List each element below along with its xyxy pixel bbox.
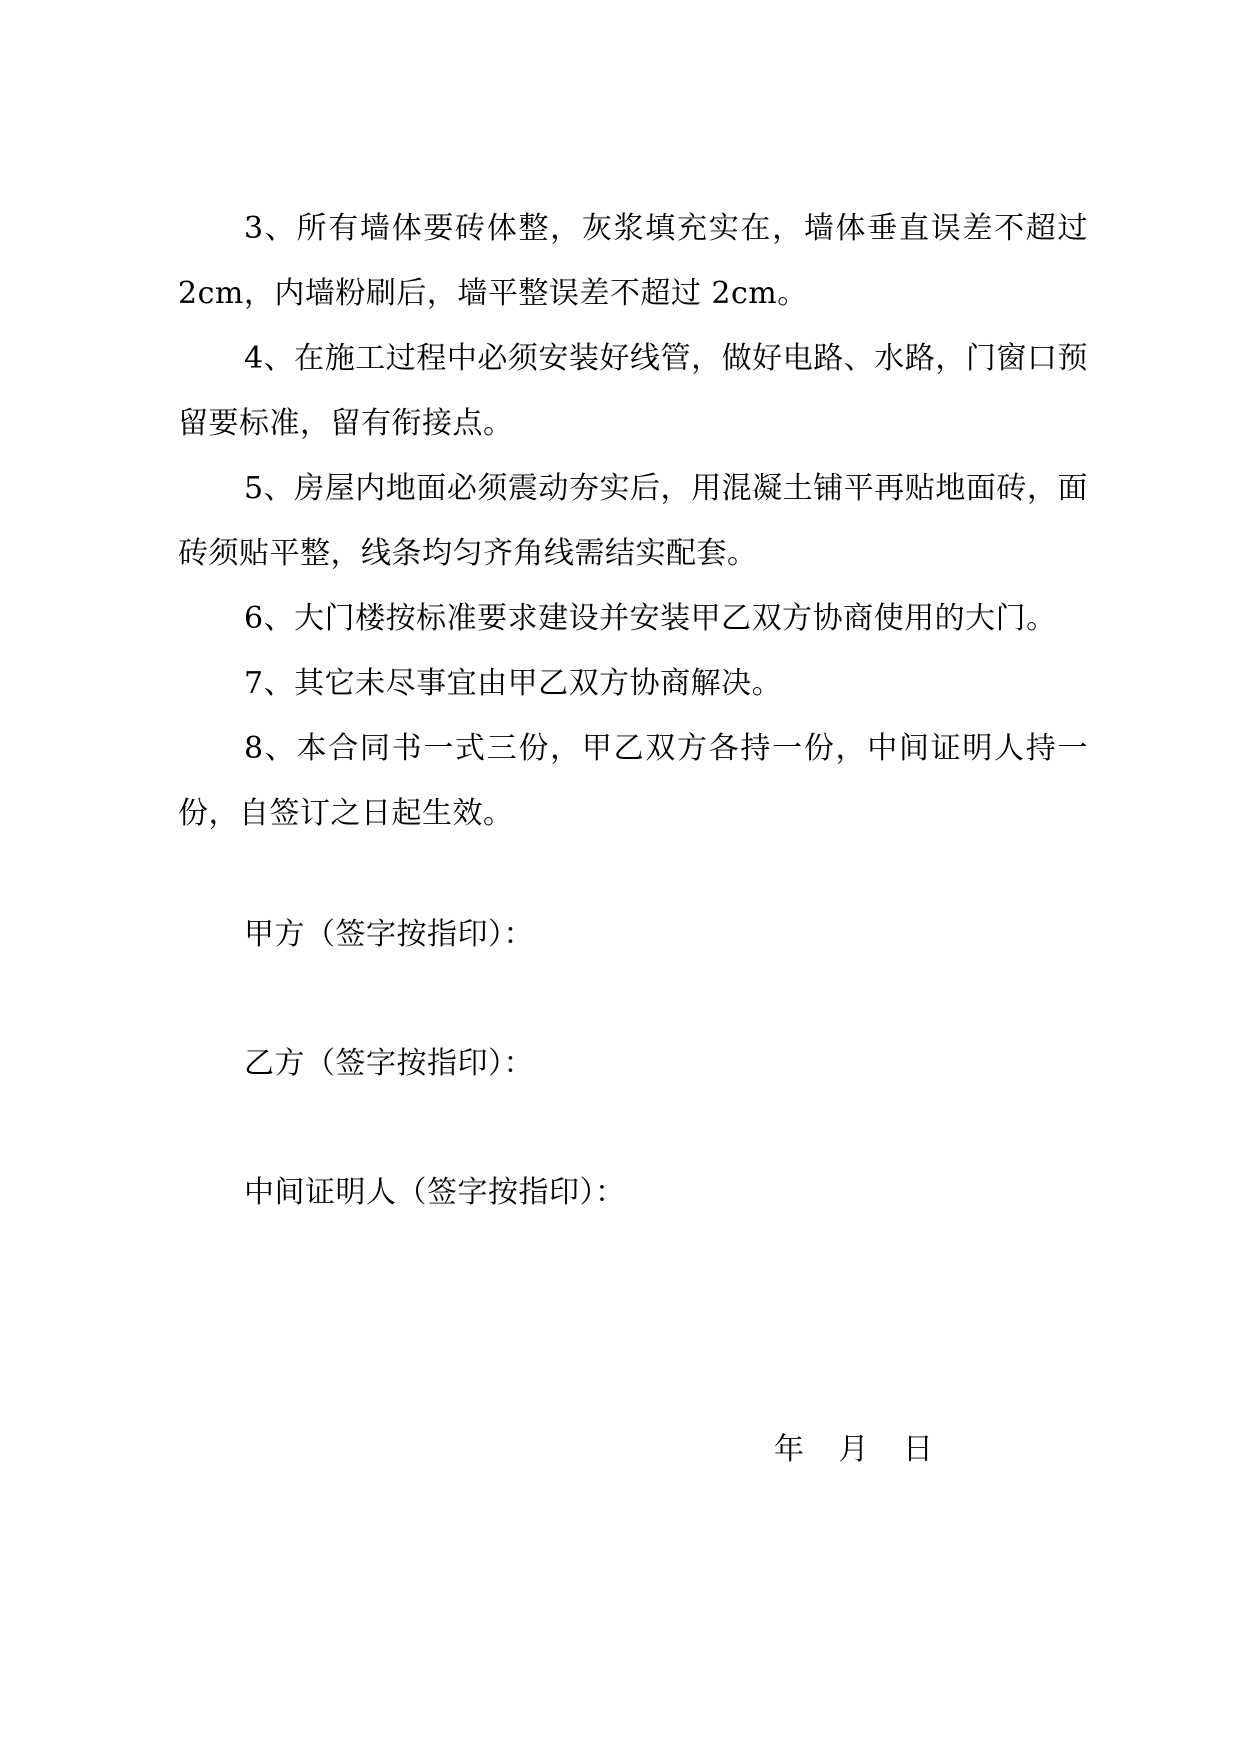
clause-6: 6、大门楼按标准要求建设并安装甲乙双方协商使用的大门。 xyxy=(244,601,1057,636)
witness-signature-label: 中间证明人（签字按指印）： xyxy=(244,1175,626,1210)
date-year-label: 年 xyxy=(774,1432,805,1467)
clause-5: 5、房屋内地面必须震动夯实后，用混凝土铺平再贴地面砖，面砖须贴平整，线条均匀齐角线需结实配套。 xyxy=(178,471,1088,571)
party-a-signature-label: 甲方（签字按指印）： xyxy=(244,917,534,952)
clause-8: 8、本合同书一式三份，甲乙双方各持一份，中间证明人持一份，自签订之日起生效。 xyxy=(178,731,1088,831)
contract-clauses xyxy=(178,196,1088,846)
clause-3: 3、所有墙体要砖体整，灰浆填充实在，墙体垂直误差不超过 2cm，内墙粉刷后，墙平整误差不超过 2cm。 xyxy=(178,211,1088,311)
date-day-label: 日 xyxy=(903,1432,934,1467)
party-b-signature-label: 乙方（签字按指印）： xyxy=(244,1046,534,1081)
signing-date xyxy=(774,1430,934,1470)
date-month-label: 月 xyxy=(838,1432,869,1467)
clause-4: 4、在施工过程中必须安装好线管，做好电路、水路，门窗口预留要标准，留有衔接点。 xyxy=(178,341,1088,441)
clause-7: 7、其它未尽事宜由甲乙双方协商解决。 xyxy=(244,666,783,701)
